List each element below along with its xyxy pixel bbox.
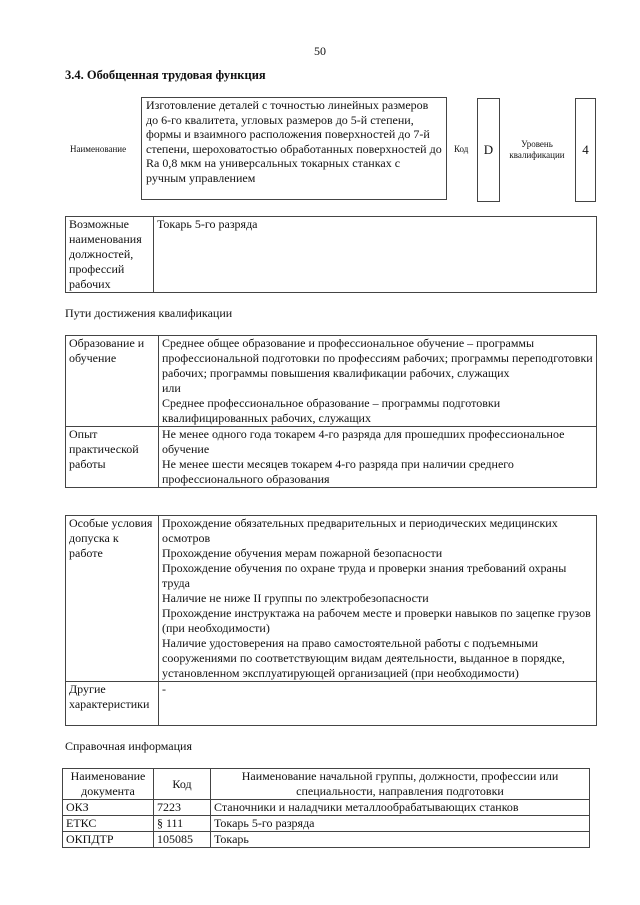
special-value (159, 516, 597, 682)
page-number: 50 (314, 44, 326, 58)
education-line: или (162, 381, 181, 395)
condition-line: Прохождение обучения по охране труда и проверки знания требований охраны труда (162, 561, 567, 590)
experience-line: Не менее одного года токарем 4-го разряда для прошедших профессиональное обучение (162, 427, 565, 456)
conditions-table (65, 515, 597, 726)
paths-heading: Пути достижения квалификации (65, 306, 233, 320)
positions-label: Возможные наименования должностей, профессий рабочих (66, 217, 154, 293)
table-row (63, 832, 590, 848)
level-value: 4 (575, 98, 596, 202)
positions-table (65, 216, 597, 293)
cell-name: Токарь 5-го разряда (211, 816, 590, 832)
level-label: Уровень квалификации (509, 139, 565, 160)
education-line: Среднее общее образование и профессиональное обучение – программы профессиональной подготовки по профессиям рабочих; программы переподготовки рабочих; программы повышения квалификации рабочих, служащих (162, 336, 593, 380)
experience-line: Не менее шести месяцев токарем 4-го разряда при наличии среднего профессионального образования (162, 457, 514, 486)
code-label: Код (454, 144, 469, 154)
condition-line: Прохождение инструктажа на рабочем месте и проверки навыков по зацепке грузов (при необходимости) (162, 606, 591, 635)
education-line: Среднее профессиональное образование – программы подготовки квалифицированных рабочих, служащих (162, 396, 501, 425)
positions-value: Токарь 5-го разряда (154, 217, 597, 293)
code-value: D (477, 98, 500, 202)
cell-doc: ЕТКС (63, 816, 154, 832)
function-name: Изготовление деталей с точностью линейных размеров до 6-го квалитета, угловых размеров до 5-й степени, формы и взаимного расположения поверхностей до 7-й степени, шероховатостью обработанных поверхностей до Ra 0,8 мкм на универсальных токарных станках с ручным управлением (141, 97, 447, 200)
education-label: Образование и обучение (66, 336, 159, 427)
table-row (63, 816, 590, 832)
cell-code: 7223 (154, 800, 211, 816)
header-name: Наименование начальной группы, должности, профессии или специальности, направления подготовки (211, 769, 590, 800)
section-heading: 3.4. Обобщенная трудовая функция (65, 68, 266, 82)
education-value (159, 336, 597, 427)
header-doc: Наименование документа (63, 769, 154, 800)
cell-code: 105085 (154, 832, 211, 848)
header-code: Код (154, 769, 211, 800)
special-label: Особые условия допуска к работе (66, 516, 159, 682)
condition-line: Прохождение обучения мерам пожарной безопасности (162, 546, 443, 560)
condition-line: Наличие удостоверения на право самостоятельной работы с подъемными сооружениями по соответствующим видам деятельности, выданное в порядке, установленном эксплуатирующей организацией (при необходимости) (162, 636, 565, 680)
experience-label: Опыт практической работы (66, 427, 159, 488)
other-value: - (159, 682, 597, 726)
name-label: Наименование (70, 144, 127, 154)
table-row (63, 800, 590, 816)
cell-name: Станочники и наладчики металлообрабатывающих станков (211, 800, 590, 816)
reference-table (62, 768, 590, 848)
cell-doc: ОКПДТР (63, 832, 154, 848)
reference-heading: Справочная информация (65, 739, 192, 753)
other-label: Другие характеристики (66, 682, 159, 726)
cell-name: Токарь (211, 832, 590, 848)
paths-table (65, 335, 597, 488)
experience-value (159, 427, 597, 488)
condition-line: Наличие не ниже II группы по электробезопасности (162, 591, 429, 605)
cell-doc: ОКЗ (63, 800, 154, 816)
cell-code: § 111 (154, 816, 211, 832)
condition-line: Прохождение обязательных предварительных и периодических медицинских осмотров (162, 516, 558, 545)
